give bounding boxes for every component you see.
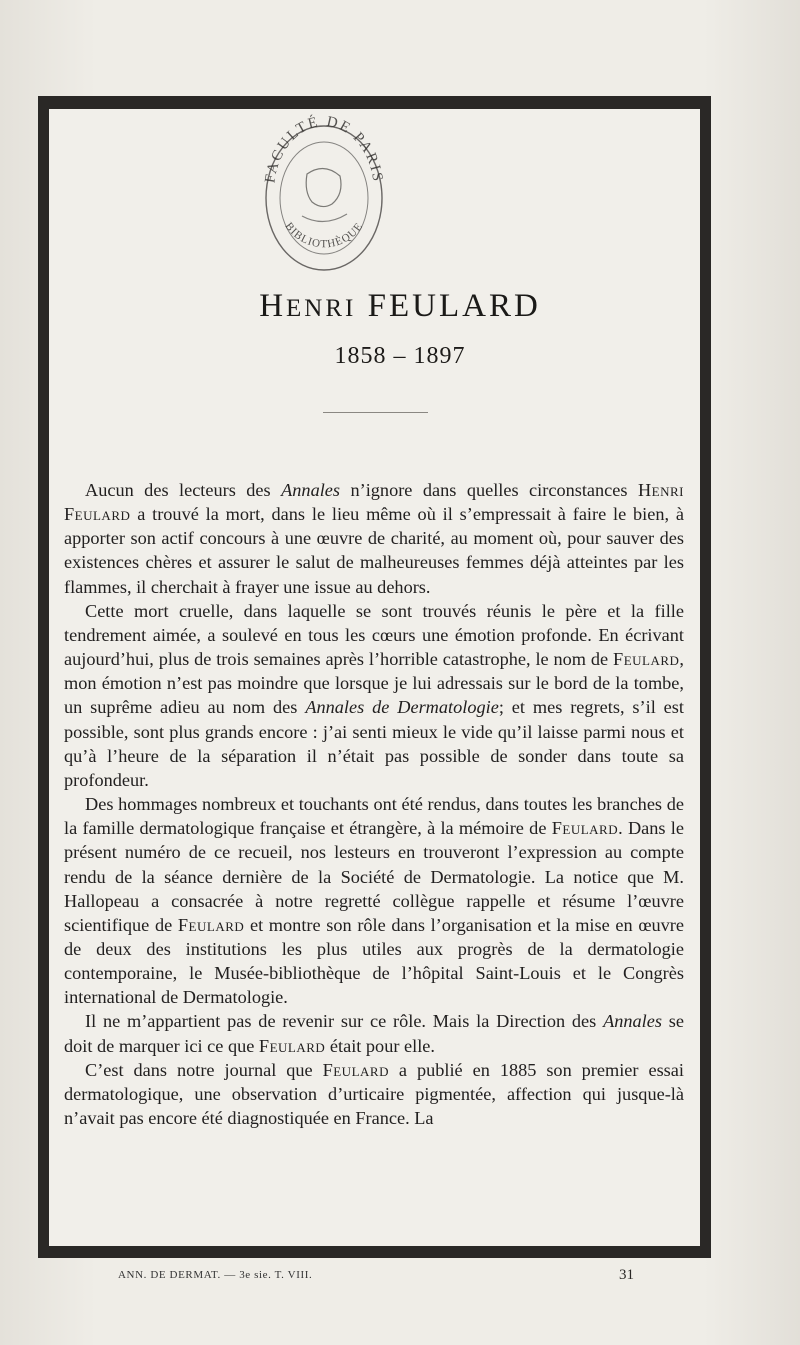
text-run: C’est dans notre journal que xyxy=(85,1059,323,1080)
title-first-rest: ENRI xyxy=(286,295,357,322)
text-run: Feulard xyxy=(258,1035,326,1056)
title-first-initial: H xyxy=(259,288,287,324)
library-stamp xyxy=(252,104,392,274)
text-run: Feulard xyxy=(551,818,619,839)
title-divider xyxy=(323,412,428,413)
memorial-title xyxy=(0,288,800,325)
stamp-text-bottom: BIBLIOTHÈQUE xyxy=(282,220,366,251)
text-run: , mon émotion n’est pas moindre que lorsque je lui adressais sur le bord de la tombe, un suprême adieu au nom des xyxy=(64,649,684,718)
page-number: 31 xyxy=(619,1267,634,1283)
text-run: a trouvé la mort, dans le lieu même où il s’empressait à faire le bien, à apporter son actif concours à une œuvre de charité, au moment où, pour sauver des existences chères et assurer le salut de malheureuses femmes déjà atteintes par les flammes, il cherchait à frayer une issue au dehors. xyxy=(64,504,684,597)
obituary-body xyxy=(64,478,684,1130)
text-run: Cette mort cruelle, dans laquelle se sont trouvés réunis le père et la fille tendrement aimée, a soulevé en tous les cœurs une émotion profonde. En écrivant aujourd’hui, plus de trois semaines après l’horrible catastrophe, le nom de xyxy=(64,600,684,670)
text-run: Feulard xyxy=(322,1059,389,1080)
text-run: a publié en 1885 son premier essai dermatologique, une observation d’urticaire pigmentée, affection qui jusque-là n’avait pas encore été diagnostiquée en France. La xyxy=(64,1059,684,1129)
stamp-text-top: FACULTÉ DE PARIS xyxy=(262,113,386,185)
paragraph xyxy=(64,599,684,792)
text-run: Il ne m’appartient pas de revenir sur ce rôle. Mais la Direction des xyxy=(85,1011,604,1032)
running-footer: ANN. DE DERMAT. — 3e sie. T. VIII. xyxy=(118,1269,313,1281)
text-run: et montre son rôle dans l’organisation et la mise en œuvre de deux des institutions les plus utiles aux progrès de la dermatologie contemporaine, le Musée-bibliothèque de l’hôpital Saint-Louis et le Congrès international de Dermatologie. xyxy=(64,914,685,1008)
text-run: . Dans le présent numéro de ce recueil, nos lesteurs en trouveront l’expression au compte rendu de la séance dernière de la Société de Dermatologie. La notice que M. Hallopeau a consacrée à notre regretté collègue rappelle et résume l’œuvre scientifique de xyxy=(64,818,684,935)
text-run: Aucun des lecteurs des xyxy=(85,480,282,500)
text-run: Annales xyxy=(603,1011,662,1032)
paragraph xyxy=(64,1009,684,1057)
text-run: Des hommages nombreux et touchants ont été rendus, dans toutes les branches de la famille dermatologique française et étrangère, à la mémoire de xyxy=(64,794,684,839)
paragraph xyxy=(64,1058,684,1130)
text-run: Feulard xyxy=(177,914,245,935)
text-run: se doit de marquer ici ce que xyxy=(64,1011,684,1056)
text-run: Annales de Dermatologie xyxy=(305,697,499,718)
text-run: Annales xyxy=(281,480,341,500)
text-run: Henri Feulard xyxy=(64,480,684,525)
text-run: était pour elle. xyxy=(325,1035,435,1056)
paragraph xyxy=(64,478,684,599)
text-run: Feulard xyxy=(613,649,680,670)
title-surname: FEULARD xyxy=(367,288,541,324)
paragraph xyxy=(64,792,684,1009)
text-run: n’ignore dans quelles circonstances xyxy=(340,480,638,500)
text-run: ; et mes regrets, s’il est possible, sont plus grands encore : j’ai senti mieux le vide qu’il laisse parmi nous et qu’à l’heure de la séparation il n’était pas possible de sonder dans toute sa profondeur. xyxy=(64,697,684,790)
svg-text:BIBLIOTHÈQUE xyxy=(282,220,365,250)
life-dates: 1858 – 1897 xyxy=(334,343,466,369)
stamp-emblem-icon xyxy=(306,168,341,206)
